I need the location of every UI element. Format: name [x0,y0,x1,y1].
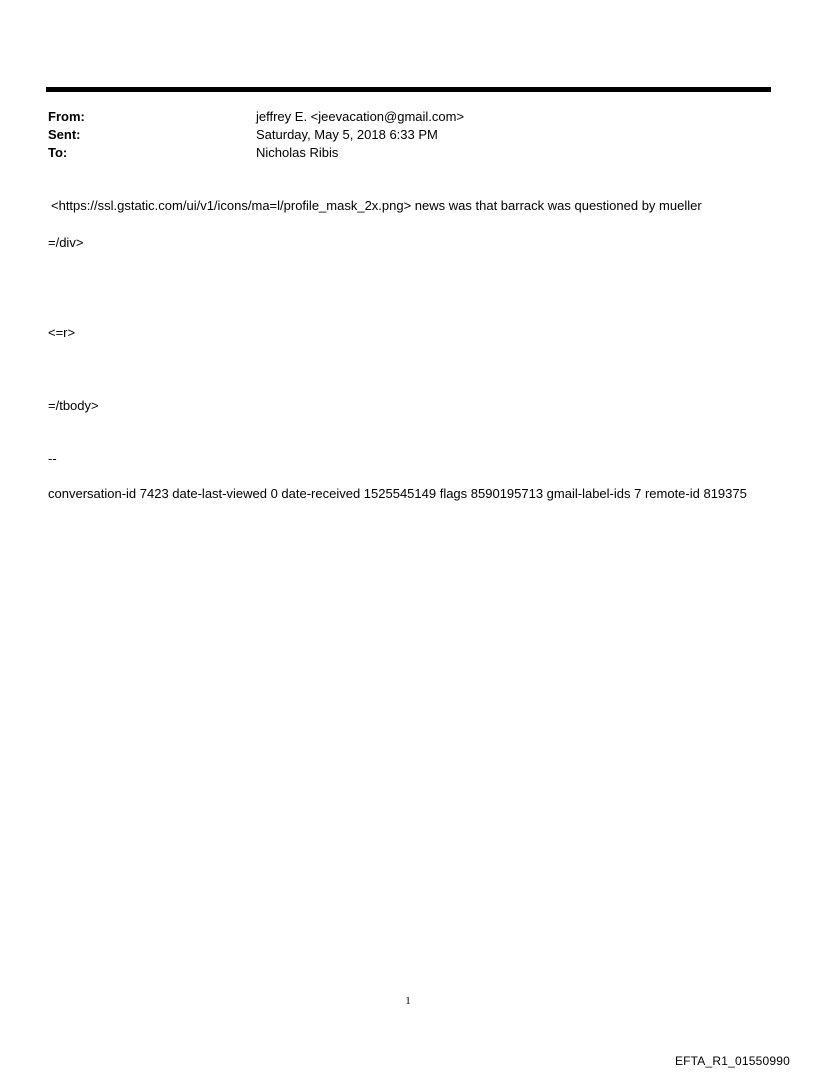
body-line-div-close: =/div> [48,235,84,250]
body-line-image-link: <https://ssl.gstatic.com/ui/v1/icons/ma=l/profile_mask_2x.png> news was that barrack was questioned by mueller [51,198,702,213]
from-value: jeffrey E. <jeevacation@gmail.com> [256,109,465,124]
sent-row [48,126,768,144]
body-line-separator: -- [48,451,57,466]
to-row [48,144,768,162]
from-row [48,108,768,126]
to-value: Nicholas Ribis [256,145,339,160]
sent-label: Sent: [48,127,81,142]
sent-value: Saturday, May 5, 2018 6:33 PM [256,127,438,142]
page-number: 1 [405,995,411,1007]
body-line-r-tag: <=r> [48,325,76,340]
body-line-tbody-close: =/tbody> [48,398,99,413]
to-label: To: [48,145,68,160]
email-header [48,108,768,162]
from-label: From: [48,109,85,124]
header-divider-rule [46,87,771,92]
bates-number: EFTA_R1_01550990 [674,1054,790,1068]
body-metadata: conversation-id 7423 date-last-viewed 0 date-received 1525545149 flags 8590195713 gmail-label-ids 7 remote-id 819375 [48,486,747,501]
